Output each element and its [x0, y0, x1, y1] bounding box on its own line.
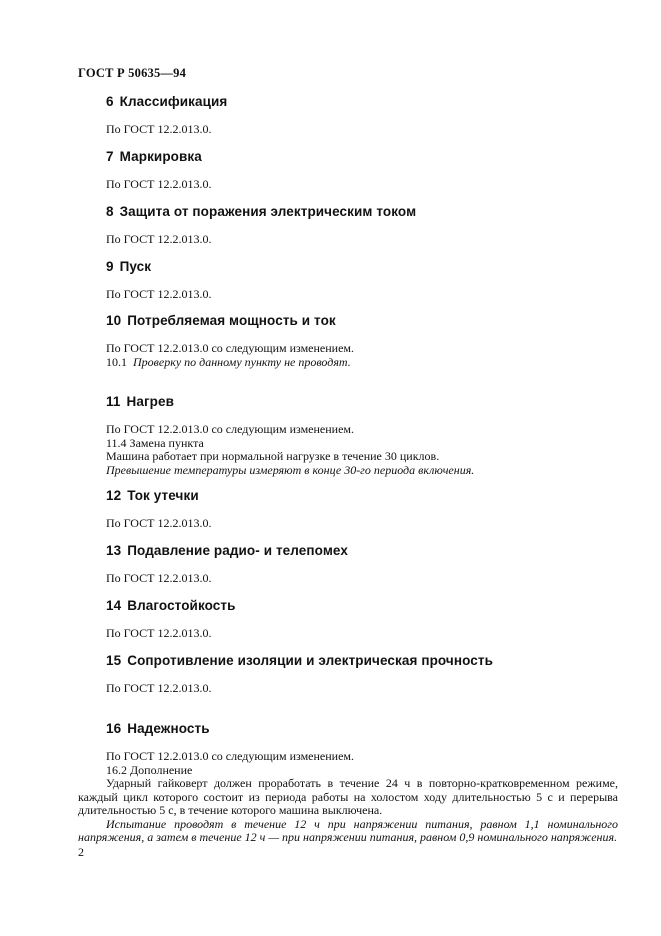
- section-text: По ГОСТ 12.2.013.0.: [106, 177, 212, 191]
- section-text: По ГОСТ 12.2.013.0.: [106, 626, 212, 640]
- section-title: 12 Ток утечки: [106, 488, 199, 503]
- section-title: 7 Маркировка: [106, 149, 202, 164]
- section-text: По ГОСТ 12.2.013.0 со следующим изменением.: [106, 341, 355, 355]
- clause-number: 10.1: [106, 354, 127, 369]
- section-title: 9 Пуск: [106, 259, 152, 274]
- section-14: [78, 598, 618, 641]
- section-text: По ГОСТ 12.2.013.0.: [106, 232, 212, 246]
- section-11: [78, 394, 618, 477]
- clause-text: Проверку по данному пункту не проводят.: [133, 354, 351, 369]
- section-9: [78, 259, 618, 302]
- section-10: [78, 313, 618, 369]
- section-title: 8 Защита от поражения электрическим током: [106, 204, 417, 219]
- section-text: Машина работает при нормальной нагрузке в течение 30 циклов.: [106, 449, 440, 463]
- section-text: По ГОСТ 12.2.013.0.: [106, 681, 212, 695]
- italic-note: Превышение температуры измеряют в конце 30-го периода включения.: [106, 462, 475, 477]
- clause-line: [106, 356, 618, 370]
- clause-heading: 11.4 Замена пункта: [106, 435, 204, 450]
- section-text: По ГОСТ 12.2.013.0 со следующим изменением.: [106, 749, 355, 763]
- section-6: [78, 94, 618, 137]
- section-title: 16 Надежность: [106, 721, 210, 736]
- section-15: [78, 653, 618, 696]
- section-text: По ГОСТ 12.2.013.0.: [106, 287, 212, 301]
- section-text: По ГОСТ 12.2.013.0 со следующим изменением.: [106, 422, 355, 436]
- section-16: [78, 721, 618, 845]
- section-8: [78, 204, 618, 247]
- page-number: 2: [78, 845, 84, 859]
- section-title: 15 Сопротивление изоляции и электрическая прочность: [106, 653, 494, 668]
- section-title: 11 Нагрев: [106, 394, 175, 409]
- section-text: По ГОСТ 12.2.013.0.: [106, 571, 212, 585]
- document-header: ГОСТ Р 50635—94: [78, 66, 187, 80]
- section-13: [78, 543, 618, 586]
- section-title: 13 Подавление радио- и телепомех: [106, 543, 348, 558]
- body-paragraph: Ударный гайковерт должен проработать в течение 24 ч в повторно-кратковременном режиме, каждый цикл которого состоит из периода работы на холостом ходу длительностью 5 с и перерыва длительностью 5 с, в течение которого машина выключена.: [78, 776, 618, 817]
- section-title: 14 Влагостойкость: [106, 598, 236, 613]
- section-12: [78, 488, 618, 531]
- italic-paragraph: Испытание проводят в течение 12 ч при напряжении питания, равном 1,1 номинального напряжения, а затем в течение 12 ч — при напряжении питания, равном 0,9 номинального напряжения.: [78, 816, 618, 844]
- section-text: По ГОСТ 12.2.013.0.: [106, 516, 212, 530]
- section-7: [78, 149, 618, 192]
- section-text: По ГОСТ 12.2.013.0.: [106, 122, 212, 136]
- section-title: 10 Потребляемая мощность и ток: [106, 313, 336, 328]
- section-title: 6 Классификация: [106, 94, 228, 109]
- clause-heading: 16.2 Дополнение: [106, 762, 193, 777]
